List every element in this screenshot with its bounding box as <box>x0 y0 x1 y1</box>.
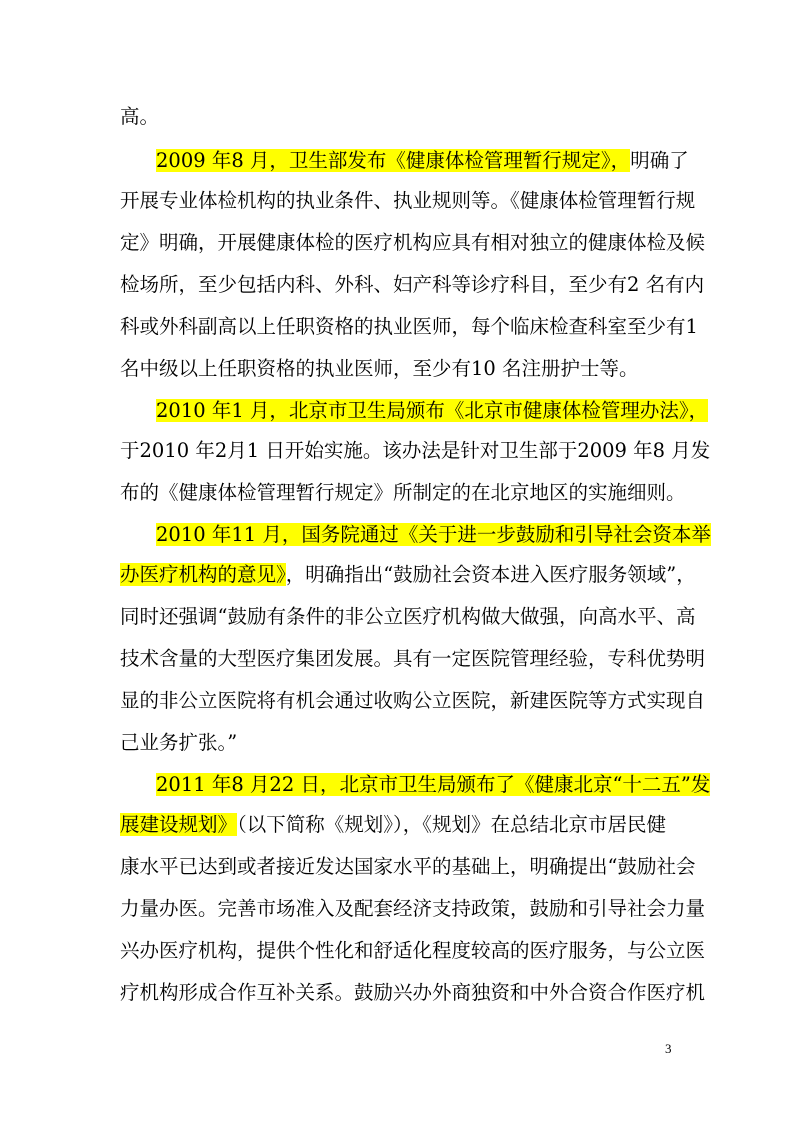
line-text: 开展专业体检机构的执业条件、执业规则等。《健康体检管理暂行规 <box>120 189 696 212</box>
text-line <box>120 646 705 672</box>
highlighted-text: 2010 年1 月，北京市卫生局颁布《北京市健康体检管理办法》， <box>156 399 709 422</box>
line-text: 技术含量的大型医疗集团发展。具有一定医院管理经验，专科优势明 <box>120 647 706 670</box>
text-line <box>120 314 698 340</box>
text-line <box>120 730 237 756</box>
line-text: 康水平已达到或者接近发达国家水平的基础上，明确提出“鼓励社会 <box>120 855 696 878</box>
text-line <box>120 104 159 130</box>
text-line <box>120 896 705 922</box>
line-text: 科或外科副高以上任职资格的执业医师，每个临床检查科室至少有1 <box>120 315 698 338</box>
line-text: 布的《健康体检管理暂行规定》所制定的在北京地区的实施细则。 <box>120 481 686 504</box>
line-text: 名中级以上任职资格的执业医师，至少有10 名注册护士等。 <box>120 357 639 380</box>
text-line <box>156 522 711 548</box>
line-text: 己业务扩张。” <box>120 731 238 754</box>
text-line <box>120 272 704 298</box>
text-line <box>120 356 639 382</box>
line-text: 疗机构形成合作互补关系。鼓励兴办外商独资和中外合资合作医疗机 <box>120 981 706 1004</box>
line-text: 兴办医疗机构，提供个性化和舒适化程度较高的医疗服务，与公立医 <box>120 939 706 962</box>
line-text: 显的非公立医院将有机会通过收购公立医院，新建医院等方式实现自 <box>120 689 706 712</box>
highlighted-text: 2010 年11 月，国务院通过《关于进一步鼓励和引导社会资本举 <box>156 523 711 546</box>
text-line <box>120 480 686 506</box>
line-text: 同时还强调“鼓励有条件的非公立医疗机构做大做强，向高水平、高 <box>120 605 696 628</box>
line-text: 力量办医。完善市场准入及配套经济支持政策，鼓励和引导社会力量 <box>120 897 706 920</box>
line-text: （以下简称《规划》），《规划》在总结北京市居民健 <box>237 813 667 836</box>
text-line <box>156 398 708 424</box>
line-text: ，明确指出“鼓励社会资本进入医疗服务领域”， <box>285 563 696 586</box>
text-line <box>156 772 710 798</box>
text-line <box>156 148 689 174</box>
highlighted-text: 展建设规划》 <box>120 813 238 836</box>
highlighted-text: 办医疗机构的意见》 <box>120 563 286 586</box>
text-line <box>120 812 666 838</box>
line-text: 定》明确，开展健康体检的医疗机构应具有相对独立的健康体检及候 <box>120 231 706 254</box>
highlighted-text: 2011 年8 月22 日，北京市卫生局颁布了《健康北京“十二五”发 <box>156 773 711 796</box>
text-line <box>120 938 705 964</box>
text-line <box>120 438 710 464</box>
text-line <box>120 980 705 1006</box>
line-text: 于2010 年2月1 日开始实施。该办法是针对卫生部于2009 年8 月发 <box>120 439 711 462</box>
text-line <box>120 854 695 880</box>
text-line <box>120 604 695 630</box>
line-text: 明确了 <box>630 149 689 172</box>
text-line <box>120 688 705 714</box>
text-line <box>120 230 705 256</box>
line-text: 检场所，至少包括内科、外科、妇产科等诊疗科目，至少有2 名有内 <box>120 273 705 296</box>
text-line <box>120 562 696 588</box>
page-number: 3 <box>665 1041 672 1056</box>
line-text: 高。 <box>120 105 160 128</box>
text-line <box>120 188 695 214</box>
highlighted-text: 2009 年8 月，卫生部发布《健康体检管理暂行规定》， <box>156 149 631 172</box>
